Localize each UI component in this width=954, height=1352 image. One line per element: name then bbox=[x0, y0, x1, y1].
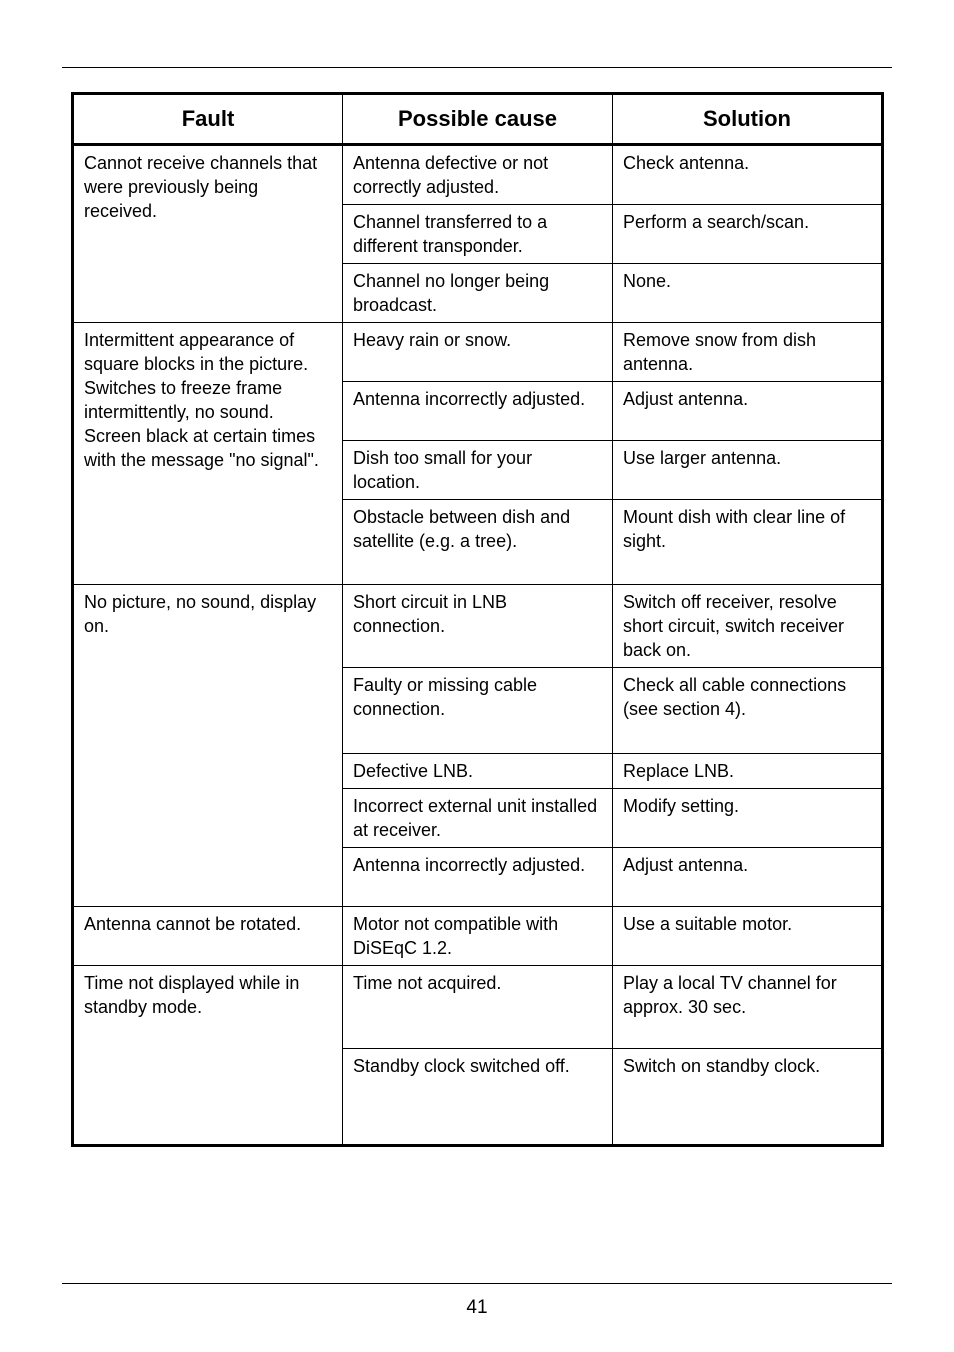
solution-cell: Check antenna. bbox=[613, 145, 883, 205]
solution-cell: Mount dish with clear line of sight. bbox=[613, 500, 883, 585]
solution-cell: Use a suitable motor. bbox=[613, 907, 883, 966]
cause-cell: Short circuit in LNB connection. bbox=[343, 585, 613, 668]
cause-cell: Antenna incorrectly adjusted. bbox=[343, 382, 613, 441]
cause-cell: Faulty or missing cable connection. bbox=[343, 668, 613, 754]
fault-cell: No picture, no sound, display on. bbox=[73, 585, 343, 907]
cause-cell: Incorrect external unit installed at receiver. bbox=[343, 789, 613, 848]
solution-cell: Adjust antenna. bbox=[613, 382, 883, 441]
fault-cell: Antenna cannot be rotated. bbox=[73, 907, 343, 966]
table-row bbox=[73, 323, 883, 382]
solution-cell: Remove snow from dish antenna. bbox=[613, 323, 883, 382]
table-row bbox=[73, 907, 883, 966]
cause-cell: Channel transferred to a different transponder. bbox=[343, 205, 613, 264]
solution-cell: Switch on standby clock. bbox=[613, 1049, 883, 1146]
solution-cell: Use larger antenna. bbox=[613, 441, 883, 500]
solution-cell: Modify setting. bbox=[613, 789, 883, 848]
header-fault: Fault bbox=[73, 94, 343, 145]
cause-cell: Channel no longer being broadcast. bbox=[343, 264, 613, 323]
table-header-row bbox=[73, 94, 883, 145]
solution-cell: Perform a search/scan. bbox=[613, 205, 883, 264]
bottom-rule bbox=[62, 1283, 892, 1284]
header-possible-cause: Possible cause bbox=[343, 94, 613, 145]
cause-cell: Dish too small for your location. bbox=[343, 441, 613, 500]
troubleshooting-table bbox=[71, 92, 884, 1147]
cause-cell: Obstacle between dish and satellite (e.g. a tree). bbox=[343, 500, 613, 585]
solution-cell: Switch off receiver, resolve short circuit, switch receiver back on. bbox=[613, 585, 883, 668]
solution-cell: Play a local TV channel for approx. 30 sec. bbox=[613, 966, 883, 1049]
cause-cell: Motor not compatible with DiSEqC 1.2. bbox=[343, 907, 613, 966]
cause-cell: Antenna incorrectly adjusted. bbox=[343, 848, 613, 907]
top-rule bbox=[62, 67, 892, 68]
cause-cell: Antenna defective or not correctly adjusted. bbox=[343, 145, 613, 205]
fault-cell: Time not displayed while in standby mode. bbox=[73, 966, 343, 1146]
table-row bbox=[73, 585, 883, 668]
fault-cell: Intermittent appearance of square blocks in the picture. Switches to freeze frame intermittently, no sound. Screen black at certain times with the message "no signal". bbox=[73, 323, 343, 585]
cause-cell: Time not acquired. bbox=[343, 966, 613, 1049]
fault-cell: Cannot receive channels that were previously being received. bbox=[73, 145, 343, 323]
solution-cell: Replace LNB. bbox=[613, 754, 883, 789]
table-row bbox=[73, 966, 883, 1049]
solution-cell: Check all cable connections (see section 4). bbox=[613, 668, 883, 754]
header-solution: Solution bbox=[613, 94, 883, 145]
cause-cell: Defective LNB. bbox=[343, 754, 613, 789]
cause-cell: Standby clock switched off. bbox=[343, 1049, 613, 1146]
solution-cell: Adjust antenna. bbox=[613, 848, 883, 907]
table-row bbox=[73, 145, 883, 205]
page-number: 41 bbox=[466, 1297, 488, 1318]
cause-cell: Heavy rain or snow. bbox=[343, 323, 613, 382]
solution-cell: None. bbox=[613, 264, 883, 323]
